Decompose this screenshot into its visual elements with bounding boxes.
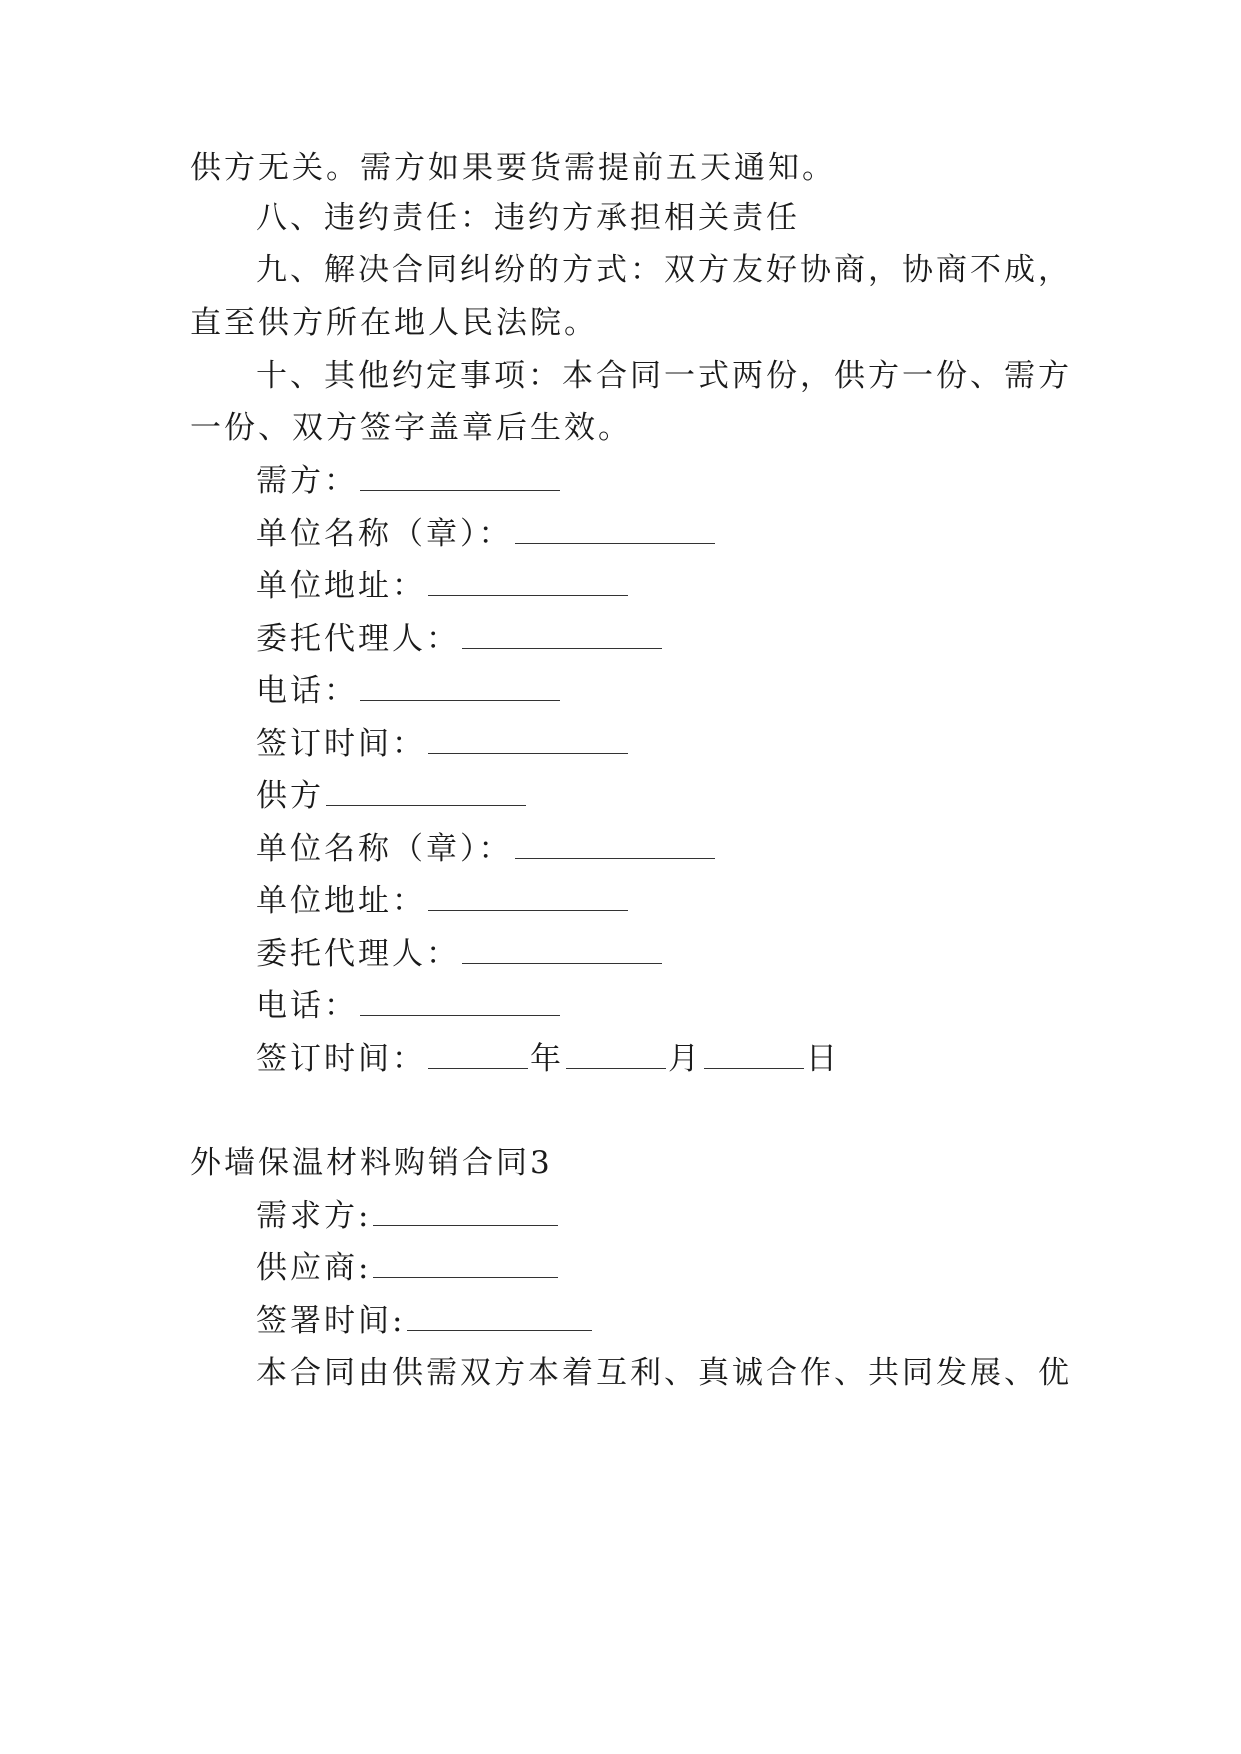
clause-eight: 八、违约责任：违约方承担相关责任 (256, 200, 800, 236)
seller-blank[interactable] (326, 803, 526, 806)
seller-unit-name-blank[interactable] (515, 856, 715, 859)
seller-agent-label: 委托代理人： (256, 936, 460, 972)
buyer-sign-time-line (256, 724, 630, 764)
month-blank[interactable] (566, 1066, 666, 1069)
buyer-blank[interactable] (360, 488, 560, 491)
seller-agent-blank[interactable] (462, 961, 662, 964)
clause-nine: 九、解决合同纠纷的方式：双方友好协商，协商不成， (256, 252, 1072, 288)
demander-label: 需求方: (256, 1198, 372, 1234)
seller-unit-address-line (256, 881, 630, 921)
seller-unit-address-label: 单位地址： (256, 883, 426, 919)
buyer-unit-address-label: 单位地址： (256, 568, 426, 604)
buyer-unit-address-blank[interactable] (428, 593, 628, 596)
buyer-label: 需方： (256, 463, 358, 499)
clause-ten: 十、其他约定事项：本合同一式两份，供方一份、需方 (256, 358, 1072, 394)
sign-date-label: 签署时间: (256, 1303, 406, 1339)
seller-unit-name-label: 单位名称（章）： (256, 831, 513, 867)
buyer-unit-address-line (256, 566, 630, 606)
buyer-unit-name-line (256, 514, 717, 554)
buyer-unit-name-label: 单位名称（章）： (256, 516, 513, 552)
buyer-agent-line (256, 619, 664, 659)
seller-agent-line (256, 934, 664, 974)
month-label: 月 (668, 1041, 702, 1077)
supplier-blank[interactable] (373, 1275, 558, 1278)
buyer-agent-label: 委托代理人： (256, 621, 460, 657)
buyer-phone-label: 电话： (256, 673, 358, 709)
buyer-sign-time-blank[interactable] (428, 751, 628, 754)
clause-nine-cont: 直至供方所在地人民法院。 (190, 305, 598, 341)
paragraph-line: 供方无关。需方如果要货需提前五天通知。 (190, 150, 836, 186)
seller-phone-line (256, 986, 562, 1026)
seller-phone-label: 电话： (256, 988, 358, 1024)
sign-date-line (256, 1301, 594, 1341)
supplier-line (256, 1248, 560, 1288)
seller-phone-blank[interactable] (360, 1013, 560, 1016)
buyer-phone-blank[interactable] (360, 698, 560, 701)
demander-blank[interactable] (373, 1223, 558, 1226)
seller-unit-address-blank[interactable] (428, 908, 628, 911)
buyer-agent-blank[interactable] (462, 646, 662, 649)
contract3-title: 外墙保温材料购销合同3 (190, 1145, 553, 1181)
seller-unit-name-line (256, 829, 717, 869)
year-label: 年 (530, 1041, 564, 1077)
demander-line (256, 1196, 560, 1236)
year-blank[interactable] (428, 1066, 528, 1069)
buyer-phone-line (256, 671, 562, 711)
buyer-unit-name-blank[interactable] (515, 541, 715, 544)
seller-label: 供方 (256, 778, 324, 814)
seller-sign-time-line (256, 1039, 840, 1079)
day-label: 日 (806, 1041, 840, 1077)
clause-ten-cont: 一份、双方签字盖章后生效。 (190, 410, 632, 446)
buyer-sign-time-label: 签订时间： (256, 726, 426, 762)
day-blank[interactable] (704, 1066, 804, 1069)
seller-sign-time-label: 签订时间： (256, 1041, 426, 1077)
contract3-intro: 本合同由供需双方本着互利、真诚合作、共同发展、优 (256, 1355, 1072, 1391)
seller-line (256, 776, 528, 816)
buyer-line (256, 461, 562, 501)
supplier-label: 供应商: (256, 1250, 372, 1286)
sign-date-blank[interactable] (407, 1328, 592, 1331)
